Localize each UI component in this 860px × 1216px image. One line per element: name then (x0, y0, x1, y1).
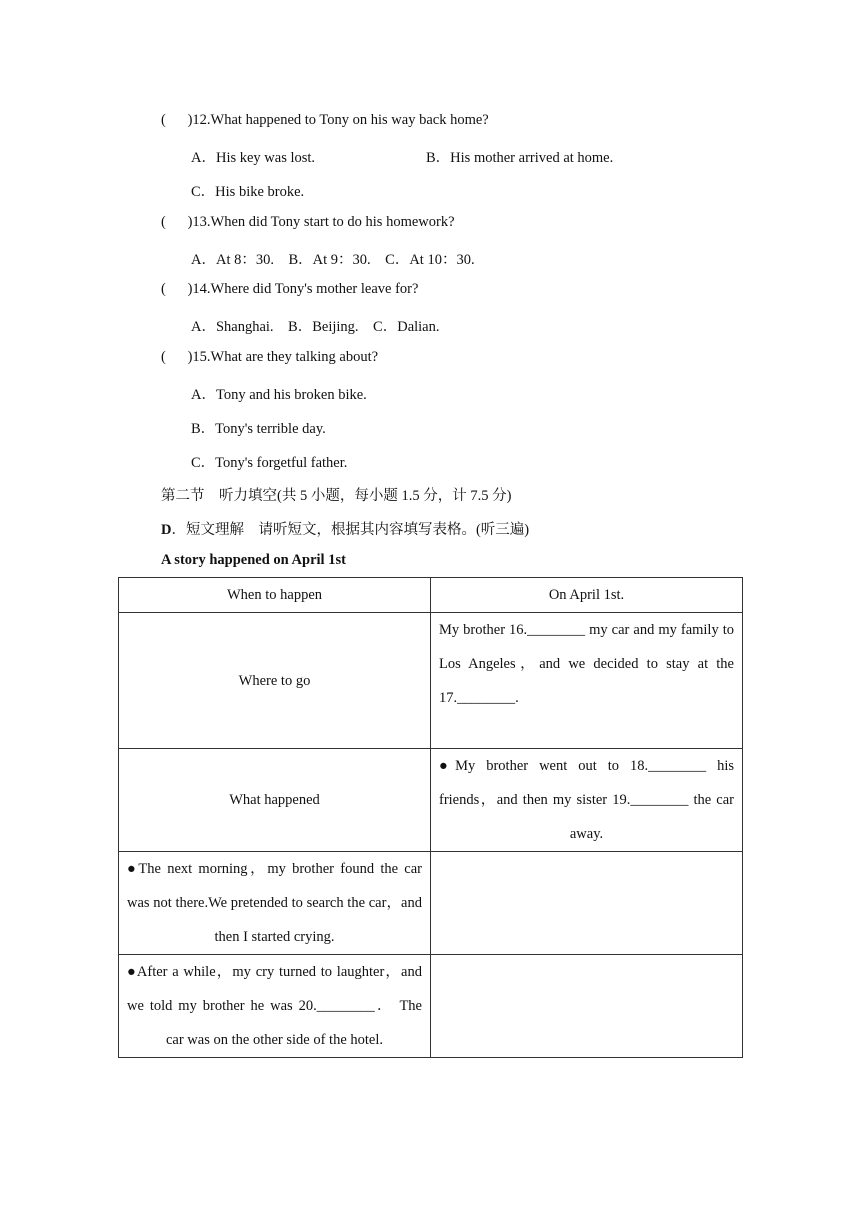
cell-empty (431, 955, 743, 1058)
table-row (119, 955, 743, 1058)
question-stem: 15.What are they talking about? (192, 349, 379, 365)
answer-bracket: ( ) (161, 214, 193, 230)
question-15 (161, 349, 378, 366)
question-15-option-b: B．Tony's terrible day. (191, 421, 326, 437)
answer-bracket: ( ) (161, 349, 193, 365)
cell-what-label: What happened (119, 749, 431, 852)
question-12-option-a: A．His key was lost. (191, 150, 316, 166)
question-stem: 13.When did Tony start to do his homework? (192, 214, 455, 230)
question-14-options: A．Shanghai. B．Beijing. C．Dalian. (191, 319, 440, 335)
answer-bracket: ( ) (161, 112, 193, 128)
story-title: A story happened on April 1st (161, 552, 346, 568)
table-row (119, 749, 743, 852)
part-d-instructions (161, 518, 529, 539)
question-13 (161, 214, 455, 231)
question-12-option-c: C．His bike broke. (191, 184, 305, 200)
cell-where-value: My brother 16.________ my car and my family to Los Angeles，and we decided to stay at the 17.________. (431, 613, 743, 749)
cell-what-value: ●My brother went out to 18.________ his friends，and then my sister 19.________ the car away. (431, 749, 743, 852)
cell-when-value: On April 1st. (431, 578, 743, 613)
answer-bracket: ( ) (161, 281, 193, 297)
question-14 (161, 281, 418, 298)
table-row (119, 613, 743, 749)
question-stem: 12.What happened to Tony on his way back home? (192, 112, 489, 128)
cell-after-a-while: ●After a while，my cry turned to laughter，and we told my brother he was 20.________． The car was on the other side of the hotel. (119, 955, 431, 1058)
cell-empty (431, 852, 743, 955)
cell-next-morning: ●The next morning，my brother found the car was not there.We pretended to search the car，and then I started crying. (119, 852, 431, 955)
cell-where-label: Where to go (119, 613, 431, 749)
table-row (119, 852, 743, 955)
story-table (118, 577, 743, 1058)
part-label: D (161, 522, 172, 538)
table-row (119, 578, 743, 613)
question-15-option-a: A．Tony and his broken bike. (191, 387, 367, 403)
cell-when-label: When to happen (119, 578, 431, 613)
question-12-option-b: B．His mother arrived at home. (426, 150, 614, 166)
question-15-option-c: C．Tony's forgetful father. (191, 455, 348, 471)
question-stem: 14.Where did Tony's mother leave for? (192, 281, 419, 297)
section-title: 第二节 听力填空(共 5 小题，每小题 1.5 分，计 7.5 分) (161, 488, 512, 504)
question-13-options: A．At 8：30. B．At 9：30. C．At 10：30. (191, 252, 475, 268)
question-12 (161, 112, 489, 129)
part-text: ．短文理解 请听短文，根据其内容填写表格。(听三遍) (171, 522, 530, 538)
